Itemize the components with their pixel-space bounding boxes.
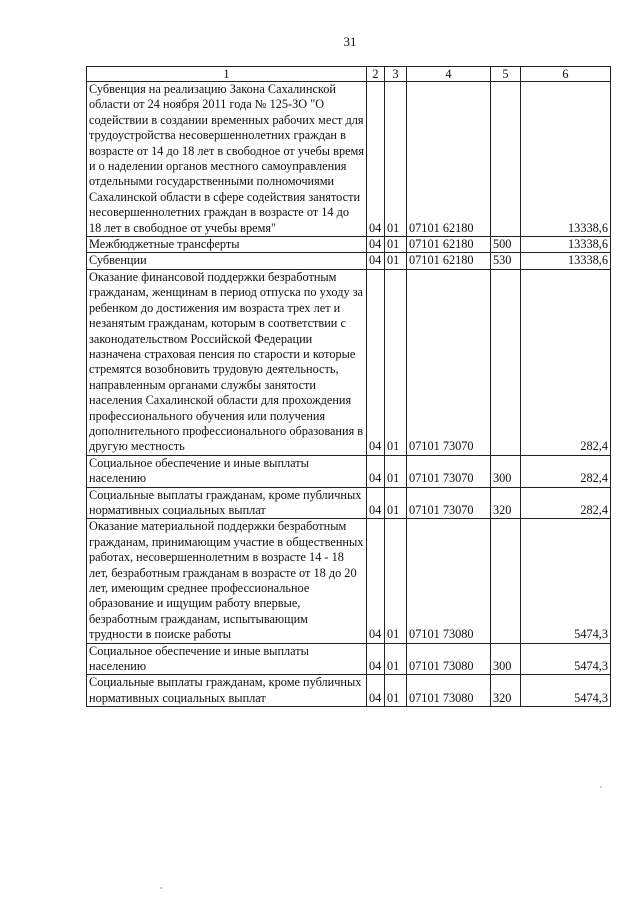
row-expense-type: 320 [491, 675, 521, 707]
row-section-code: 04 [367, 253, 385, 269]
row-section-code: 04 [367, 675, 385, 707]
table-row [87, 253, 611, 269]
row-target-article: 07101 73070 [407, 269, 491, 455]
row-section-code: 04 [367, 82, 385, 237]
row-target-article: 07101 62180 [407, 237, 491, 253]
row-description: Социальное обеспечение и иные выплаты населению [87, 643, 367, 675]
row-subsection-code: 01 [385, 487, 407, 519]
row-section-code: 04 [367, 455, 385, 487]
row-expense-type: 530 [491, 253, 521, 269]
row-description: Социальные выплаты гражданам, кроме публичных нормативных социальных выплат [87, 675, 367, 707]
row-description: Субвенция на реализацию Закона Сахалинской области от 24 ноября 2011 года № 125-ЗО "О содействии в создании временных рабочих мест для трудоустройства несовершеннолетних граждан в возрасте от 14 до 18 лет в свободное от учебы время и о наделении органов местного самоуправления отдельными государственными полномочиями Сахалинской области в сфере содействия занятости несовершеннолетних граждан в возрасте от 14 до 18 лет в свободное от учебы время" [87, 82, 367, 237]
row-expense-type: 500 [491, 237, 521, 253]
budget-table [86, 66, 611, 707]
column-header: 5 [491, 67, 521, 82]
column-header: 3 [385, 67, 407, 82]
row-amount: 282,4 [521, 269, 611, 455]
row-section-code: 04 [367, 519, 385, 643]
row-subsection-code: 01 [385, 253, 407, 269]
row-target-article: 07101 73080 [407, 519, 491, 643]
row-expense-type: 320 [491, 487, 521, 519]
table-row [87, 269, 611, 455]
row-description: Оказание финансовой поддержки безработным гражданам, женщинам в период отпуска по уходу за ребенком до достижения им возраста трех лет и незанятым гражданам, которым в соответствии с законодательством Российской Федерации назначена страховая пенсия по старости и которые стремятся возобновить трудовую деятельность, направленным органами службы занятости населения Сахалинской области для прохождения профессионального обучения или получения дополнительного профессионального образования в другую местность [87, 269, 367, 455]
row-expense-type [491, 82, 521, 237]
row-amount: 13338,6 [521, 237, 611, 253]
table-row [87, 455, 611, 487]
row-section-code: 04 [367, 269, 385, 455]
row-expense-type: 300 [491, 643, 521, 675]
row-subsection-code: 01 [385, 519, 407, 643]
scan-speck [600, 786, 602, 788]
row-section-code: 04 [367, 643, 385, 675]
table-header-row [87, 67, 611, 82]
row-description: Межбюджетные трансферты [87, 237, 367, 253]
row-target-article: 07101 73070 [407, 487, 491, 519]
page-number: 31 [343, 34, 357, 49]
table-row [87, 519, 611, 643]
row-description: Субвенции [87, 253, 367, 269]
row-target-article: 07101 62180 [407, 253, 491, 269]
table-row [87, 82, 611, 237]
row-subsection-code: 01 [385, 455, 407, 487]
row-section-code: 04 [367, 237, 385, 253]
column-header: 2 [367, 67, 385, 82]
table-row [87, 487, 611, 519]
row-section-code: 04 [367, 487, 385, 519]
row-expense-type [491, 519, 521, 643]
table-row [87, 237, 611, 253]
row-description: Оказание материальной поддержки безработным гражданам, принимающим участие в общественных работах, несовершеннолетним в возрасте 14 - 18 лет, безработным гражданам в возрасте от 18 до 20 лет, имеющим среднее профессиональное образование и ищущим работу впервые, безработным гражданам, испытывающим трудности в поиске работы [87, 519, 367, 643]
row-subsection-code: 01 [385, 269, 407, 455]
row-target-article: 07101 62180 [407, 82, 491, 237]
row-subsection-code: 01 [385, 82, 407, 237]
row-amount: 13338,6 [521, 82, 611, 237]
column-header: 1 [87, 67, 367, 82]
column-header: 4 [407, 67, 491, 82]
row-amount: 282,4 [521, 455, 611, 487]
scan-speck [160, 887, 162, 889]
row-subsection-code: 01 [385, 675, 407, 707]
row-description: Социальное обеспечение и иные выплаты населению [87, 455, 367, 487]
column-header: 6 [521, 67, 611, 82]
table-row [87, 675, 611, 707]
row-expense-type: 300 [491, 455, 521, 487]
row-amount: 282,4 [521, 487, 611, 519]
row-description: Социальные выплаты гражданам, кроме публичных нормативных социальных выплат [87, 487, 367, 519]
row-subsection-code: 01 [385, 237, 407, 253]
row-amount: 13338,6 [521, 253, 611, 269]
row-amount: 5474,3 [521, 675, 611, 707]
row-amount: 5474,3 [521, 643, 611, 675]
table-row [87, 643, 611, 675]
row-expense-type [491, 269, 521, 455]
row-target-article: 07101 73070 [407, 455, 491, 487]
row-target-article: 07101 73080 [407, 675, 491, 707]
row-subsection-code: 01 [385, 643, 407, 675]
row-target-article: 07101 73080 [407, 643, 491, 675]
row-amount: 5474,3 [521, 519, 611, 643]
